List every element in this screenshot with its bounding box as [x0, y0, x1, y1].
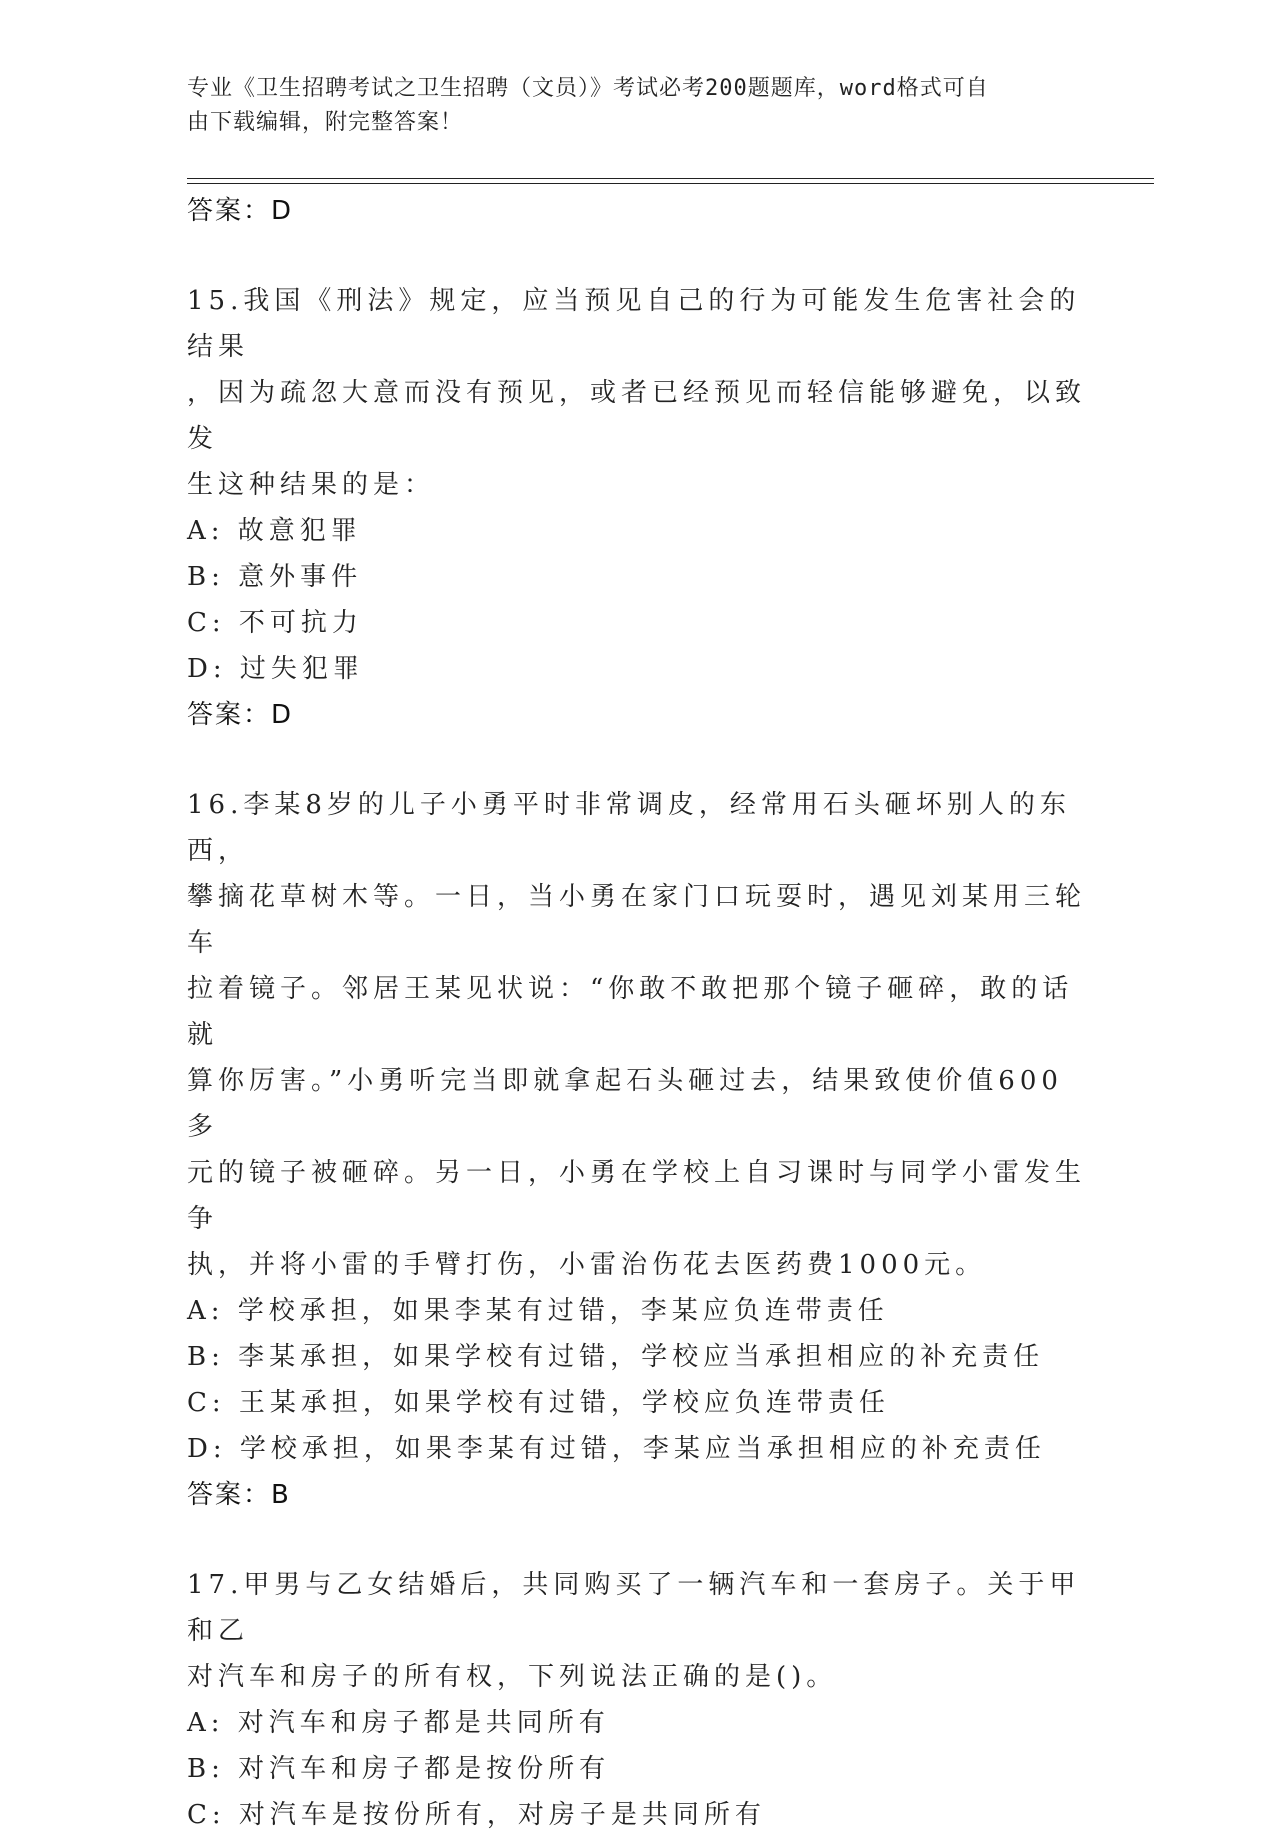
option-c: C: 对汽车是按份所有，对房子是共同所有: [187, 1800, 766, 1830]
question-text-line: 16.李某8岁的儿子小勇平时非常调皮，经常用石头砸坏别人的东西，: [187, 790, 1071, 866]
question-text-line: 生这种结果的是：: [187, 470, 436, 500]
header-line-2: 由下载编辑，附完整答案！: [187, 110, 464, 135]
answer-line: 答案：D: [187, 196, 294, 226]
question-text-line: 元的镜子被砸碎。另一日，小勇在学校上自习课时与同学小雷发生争: [187, 1158, 1087, 1234]
option-d: D: 过失犯罪: [187, 654, 364, 684]
question-number: 15.: [187, 286, 244, 316]
question-text-line: 拉着镜子。邻居王某见状说：“你敢不敢把那个镜子砸碎，敢的话就: [187, 974, 1074, 1050]
option-c: C: 不可抗力: [187, 608, 363, 638]
question-number: 16.: [187, 790, 244, 820]
question-text-line: ，因为疏忽大意而没有预见，或者已经预见而轻信能够避免，以致发: [187, 378, 1087, 454]
question-number: 17.: [187, 1570, 244, 1600]
question-text-line: 17.甲男与乙女结婚后，共同购买了一辆汽车和一套房子。关于甲和乙: [187, 1570, 1081, 1646]
question-text-line: 15.我国《刑法》规定，应当预见自己的行为可能发生危害社会的结果: [187, 286, 1081, 362]
header-line-1: 专业《卫生招聘考试之卫生招聘（文员）》考试必考200题题库，word格式可自: [187, 76, 989, 101]
header-divider: [187, 178, 1154, 184]
document-body: [187, 188, 1087, 1838]
option-d: D: 学校承担，如果李某有过错，李某应当承担相应的补充责任: [187, 1434, 1046, 1464]
page-header: [187, 72, 1087, 140]
option-a: A: 对汽车和房子都是共同所有: [187, 1708, 610, 1738]
question-text-line: 攀摘花草树木等。一日，当小勇在家门口玩耍时，遇见刘某用三轮车: [187, 882, 1087, 958]
answer-line: 答案：D: [187, 700, 294, 730]
option-b: B: 李某承担，如果学校有过错，学校应当承担相应的补充责任: [187, 1342, 1045, 1372]
option-b: B: 对汽车和房子都是按份所有: [187, 1754, 611, 1784]
option-a: A: 学校承担，如果李某有过错，李某应负连带责任: [187, 1296, 889, 1326]
question-text-line: 对汽车和房子的所有权，下列说法正确的是()。: [187, 1662, 838, 1692]
option-a: A: 故意犯罪: [187, 516, 362, 546]
answer-line: 答案：B: [187, 1480, 291, 1510]
question-16: [187, 782, 1087, 1518]
question-15: [187, 278, 1087, 738]
option-c: C: 王某承担，如果学校有过错，学校应负连带责任: [187, 1388, 890, 1418]
option-b: B: 意外事件: [187, 562, 363, 592]
question-text-line: 算你厉害。”小勇听完当即就拿起石头砸过去，结果致使价值600多: [187, 1066, 1063, 1142]
question-17: [187, 1562, 1087, 1838]
question-text-line: 执，并将小雷的手臂打伤，小雷治伤花去医药费1000元。: [187, 1250, 987, 1280]
